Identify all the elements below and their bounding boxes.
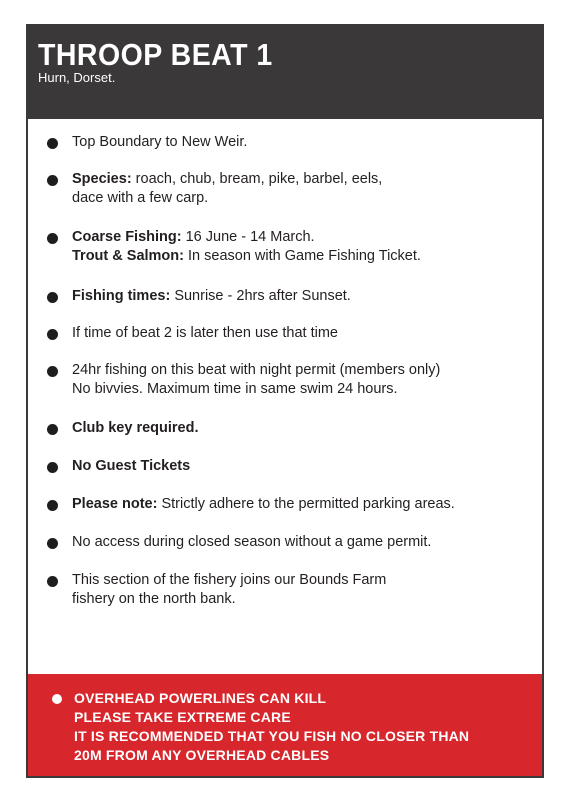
notice-card bbox=[26, 24, 544, 778]
list-item-text bbox=[72, 533, 431, 552]
list-item-plain: roach, chub, bream, pike, barbel, eels, bbox=[131, 171, 383, 187]
list-item-text bbox=[72, 287, 351, 306]
list-item-bold: Coarse Fishing: bbox=[72, 229, 182, 245]
list-item-plain: dace with a few carp. bbox=[72, 190, 209, 206]
warning-line: 20M FROM ANY OVERHEAD CABLES bbox=[74, 747, 330, 763]
list-item-plain: In season with Game Fishing Ticket. bbox=[183, 248, 421, 264]
page-title: THROOP BEAT 1 bbox=[38, 37, 273, 72]
list-item-text bbox=[72, 571, 386, 590]
list-item-text bbox=[72, 324, 338, 343]
list-item-text bbox=[72, 419, 199, 438]
list-item-plain: This section of the fishery joins our Bounds Farm bbox=[72, 572, 387, 588]
list-item-plain: No access during closed season without a game permit. bbox=[72, 534, 432, 550]
list-item-bold: Fishing times: bbox=[72, 288, 171, 304]
list-item-bold: Club key required. bbox=[72, 420, 199, 436]
list-item-bold: Please note: bbox=[72, 496, 158, 512]
list-item-plain: Strictly adhere to the permitted parking areas. bbox=[157, 496, 455, 512]
bullet-icon bbox=[47, 462, 58, 473]
bullet-icon bbox=[47, 233, 58, 244]
list-item-plain: Top Boundary to New Weir. bbox=[72, 134, 248, 150]
warning-line: IT IS RECOMMENDED THAT YOU FISH NO CLOSER THAN bbox=[74, 728, 470, 744]
warning-bullet-icon bbox=[52, 694, 62, 704]
list-item-plain: 24hr fishing on this beat with night permit (members only) bbox=[72, 362, 441, 378]
list-item-bold: Trout & Salmon: bbox=[72, 248, 184, 264]
list-item-text bbox=[72, 228, 315, 247]
warning-banner bbox=[28, 674, 542, 776]
list-item-text bbox=[72, 170, 382, 189]
bullet-icon bbox=[47, 175, 58, 186]
list-item-plain: No bivvies. Maximum time in same swim 24 hours. bbox=[72, 381, 398, 397]
list-item-bold: Species: bbox=[72, 171, 132, 187]
list-item-text bbox=[72, 495, 455, 514]
warning-line: OVERHEAD POWERLINES CAN KILL bbox=[74, 690, 327, 706]
list-item-text bbox=[72, 590, 236, 609]
warning-line: PLEASE TAKE EXTREME CARE bbox=[74, 709, 291, 725]
list-item-plain: fishery on the north bank. bbox=[72, 591, 236, 607]
bullet-icon bbox=[47, 366, 58, 377]
bullet-icon bbox=[47, 538, 58, 549]
list-item-plain: 16 June - 14 March. bbox=[181, 229, 315, 245]
list-item-plain: Sunrise - 2hrs after Sunset. bbox=[170, 288, 351, 304]
list-item-text bbox=[72, 361, 440, 380]
header-banner bbox=[28, 26, 542, 119]
bullet-icon bbox=[47, 424, 58, 435]
list-item-text bbox=[72, 133, 247, 152]
bullet-icon bbox=[47, 329, 58, 340]
list-item-text bbox=[72, 189, 208, 208]
list-item-bold: No Guest Tickets bbox=[72, 458, 191, 474]
list-item-text bbox=[72, 457, 190, 476]
location-subtitle: Hurn, Dorset. bbox=[38, 70, 116, 85]
bullet-icon bbox=[47, 500, 58, 511]
bullet-icon bbox=[47, 576, 58, 587]
list-item-plain: If time of beat 2 is later then use that time bbox=[72, 325, 338, 341]
bullet-icon bbox=[47, 292, 58, 303]
list-item-text bbox=[72, 380, 398, 399]
bullet-icon bbox=[47, 138, 58, 149]
list-item-text bbox=[72, 247, 421, 266]
